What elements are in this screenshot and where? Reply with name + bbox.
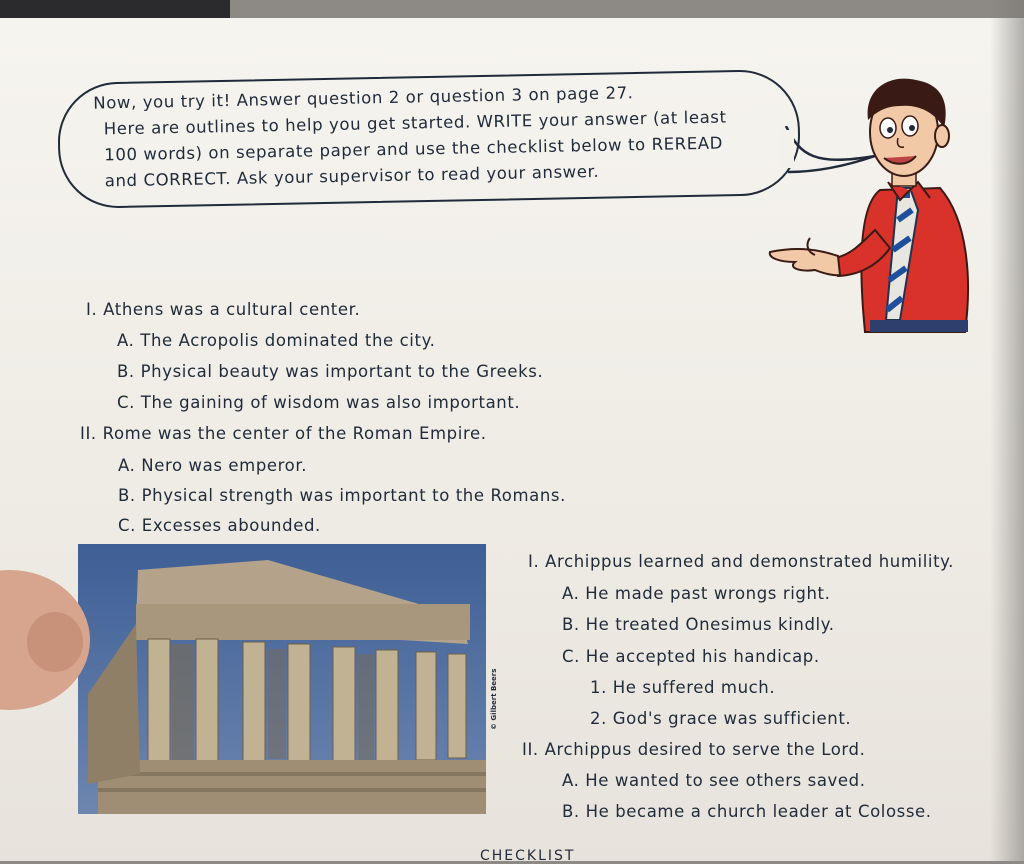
checklist-heading-partial: CHECKLIST xyxy=(480,848,576,864)
outline-item: B. Physical beauty was important to the Greeks. xyxy=(117,362,544,381)
outline-item: C. He accepted his handicap. xyxy=(562,647,820,666)
instructions-line: 100 words) on separate paper and use the checklist below to REREAD xyxy=(104,133,724,165)
instructions-line: Now, you try it! Answer question 2 or question 3 on page 27. xyxy=(93,83,634,113)
photo-credit: © Gilbert Beers xyxy=(490,668,498,730)
outline-item: B. He became a church leader at Colosse. xyxy=(562,802,932,821)
instructions-line: and CORRECT. Ask your supervisor to read your answer. xyxy=(104,161,600,191)
outline-item: II. Rome was the center of the Roman Empire. xyxy=(80,424,487,443)
cartoon-teacher-illustration xyxy=(760,70,980,340)
outline-item: A. Nero was emperor. xyxy=(118,456,308,475)
outline-item: C. The gaining of wisdom was also important. xyxy=(117,393,521,412)
outline-item: I. Athens was a cultural center. xyxy=(86,300,361,319)
outline-item: 2. God's grace was sufficient. xyxy=(590,709,852,728)
outline-item: I. Archippus learned and demonstrated humility. xyxy=(528,552,954,571)
instructions-line: Here are outlines to help you get started. WRITE your answer (at least xyxy=(103,107,727,139)
outline-item: A. The Acropolis dominated the city. xyxy=(117,331,436,350)
outline-item: 1. He suffered much. xyxy=(590,678,776,697)
page-shadow xyxy=(990,0,1024,861)
parthenon-photo xyxy=(78,544,486,814)
outline-item: A. He made past wrongs right. xyxy=(562,584,831,603)
outline-item: II. Archippus desired to serve the Lord. xyxy=(522,740,866,759)
thumb-in-frame xyxy=(0,560,90,730)
instructions-text xyxy=(93,77,785,194)
outline-item: B. Physical strength was important to the Romans. xyxy=(118,486,566,505)
outline-item: C. Excesses abounded. xyxy=(118,516,321,535)
outline-item: B. He treated Onesimus kindly. xyxy=(562,615,835,634)
outline-item: A. He wanted to see others saved. xyxy=(562,771,866,790)
